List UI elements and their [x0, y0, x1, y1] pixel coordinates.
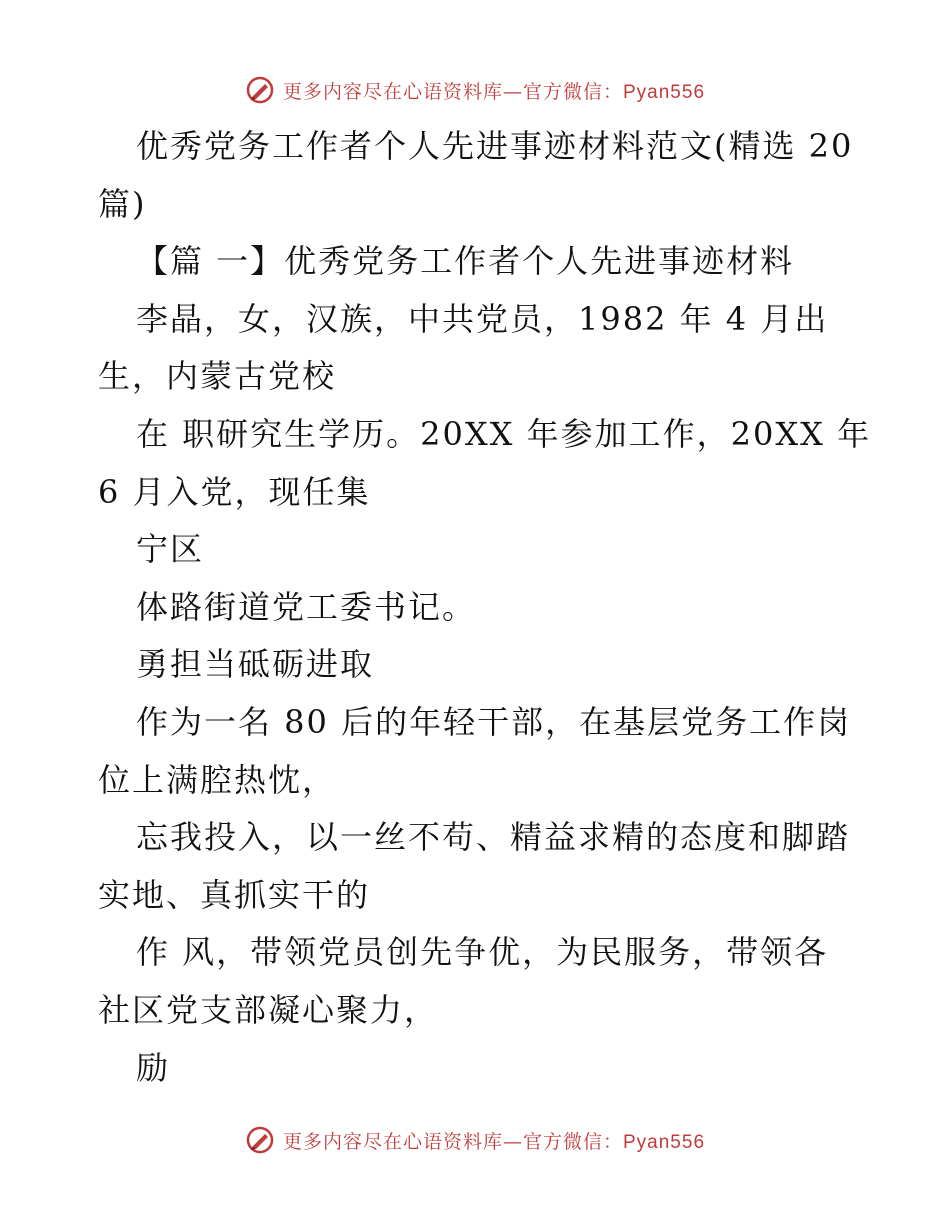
text-line: 体路街道党工委书记。: [136, 587, 477, 626]
pen-seal-logo-icon: [245, 1125, 275, 1155]
watermark-brand: Pyan556: [623, 81, 706, 103]
text-line: 【篇 一】优秀党务工作者个人先进事迹材料: [136, 242, 795, 281]
text-line: 作为一名 80 后的年轻干部，在基层党务工作岗: [136, 702, 852, 741]
footer-watermark-banner: [0, 1120, 950, 1160]
text-line: 励: [136, 1048, 171, 1087]
text-line: 宁区: [136, 530, 205, 569]
text-line: 优秀党务工作者个人先进事迹材料范文(精选 20: [136, 127, 854, 165]
text-line: 生，内蒙古党校: [98, 357, 337, 396]
text-line: 篇): [98, 184, 147, 223]
text-line: 李晶，女，汉族，中共党员，1982 年 4 月出: [136, 299, 829, 338]
pen-seal-logo-icon: [245, 75, 275, 105]
watermark-brand: Pyan556: [623, 1131, 706, 1153]
watermark-text: 更多内容尽在心语资料库—官方微信：Pyan556: [282, 80, 706, 103]
text-line: 勇担当砥砺进取: [136, 645, 375, 684]
text-line: 忘我投入，以一丝不苟、精益求精的态度和脚踏: [136, 818, 851, 857]
text-line: 位上满腔热忱，: [98, 760, 337, 799]
watermark-text: 更多内容尽在心语资料库—官方微信：Pyan556: [282, 1130, 706, 1153]
text-line: 在 职研究生学历。20XX 年参加工作，20XX 年: [136, 414, 872, 453]
header-watermark-banner: [0, 70, 950, 110]
text-line: 作 风，带领党员创先争优，为民服务，带领各: [136, 933, 829, 972]
document-body: [98, 118, 872, 1097]
text-line: 社区党支部凝心聚力，: [98, 990, 439, 1029]
text-line: 实地、真抓实干的: [98, 875, 371, 914]
text-line: 6 月入党，现任集: [98, 472, 371, 511]
